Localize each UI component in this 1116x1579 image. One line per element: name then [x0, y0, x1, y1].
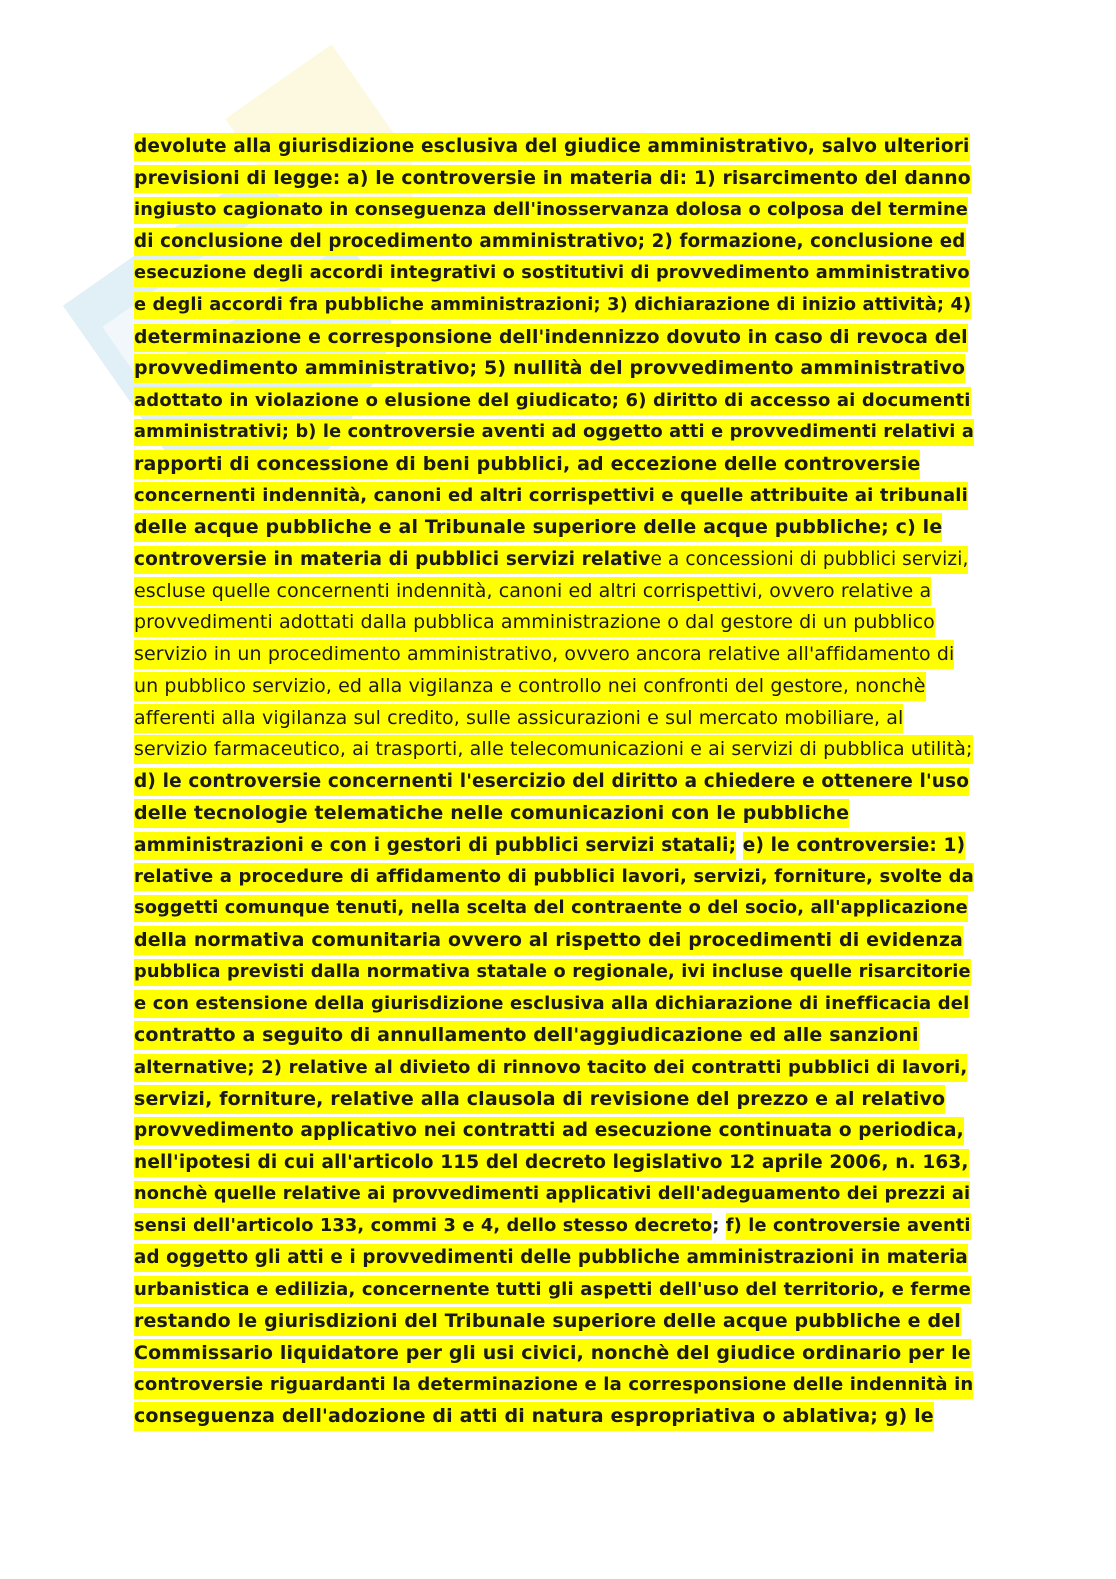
- highlighted-text: della normativa comunitaria ovvero al rispetto dei procedimenti di evidenza: [134, 926, 963, 955]
- highlighted-text: di conclusione del procedimento amministrativo; 2) formazione, conclusione ed: [134, 228, 966, 256]
- text-line: [134, 1084, 974, 1116]
- text-line: [134, 353, 974, 385]
- highlighted-text: sensi dell'articolo 133, commi 3 e 4, dello stesso decreto: [134, 1213, 712, 1240]
- highlighted-text: soggetti comunque tenuti, nella scelta del contraente o del socio, all'applicazione: [134, 895, 968, 922]
- text-line: [134, 830, 974, 862]
- plain-text: [736, 832, 743, 860]
- highlighted-text: e degli accordi fra pubbliche amministrazioni; 3) dichiarazione di inizio attività; 4): [134, 292, 971, 319]
- highlighted-text: amministrativi; b) le controversie aventi ad oggetto atti e provvedimenti relativi a: [134, 419, 974, 446]
- text-line: [134, 512, 974, 544]
- text-line: [134, 893, 974, 925]
- text-line: [134, 1115, 974, 1147]
- highlighted-text: servizio farmaceutico, ai trasporti, alle telecomunicazioni e ai servizi di pubblica utilità;: [134, 735, 973, 764]
- text-line: [134, 703, 974, 735]
- highlighted-text: afferenti alla vigilanza sul credito, sulle assicurazioni e sul mercato mobiliare, al: [134, 704, 903, 733]
- text-line: [134, 1274, 974, 1306]
- highlighted-text: d) le controversie concernenti l'esercizio del diritto a chiedere e ottenere l'uso: [134, 768, 969, 796]
- highlighted-text: rapporti di concessione di beni pubblici, ad eccezione delle controversie: [134, 450, 920, 479]
- highlighted-text: f) le controversie aventi: [726, 1213, 971, 1240]
- highlighted-text: ad oggetto gli atti e i provvedimenti delle pubbliche amministrazioni in materia: [134, 1244, 968, 1272]
- text-line: [134, 258, 974, 290]
- highlighted-text: devolute alla giurisdizione esclusiva del giudice amministrativo, salvo ulteriori: [134, 133, 970, 161]
- plain-text: ;: [712, 1215, 726, 1236]
- document-body: [134, 131, 974, 1433]
- text-line: [134, 988, 974, 1020]
- highlighted-text: alternative; 2) relative al divieto di rinnovo tacito dei contratti pubblici di lavori,: [134, 1054, 967, 1082]
- highlighted-text: restando le giurisdizioni del Tribunale superiore delle acque pubbliche e del: [134, 1307, 961, 1336]
- highlighted-text: e) le controversie: 1): [743, 832, 965, 860]
- text-line: [134, 544, 974, 576]
- text-line: [134, 766, 974, 798]
- text-line: [134, 385, 974, 417]
- highlighted-text: contratto a seguito di annullamento dell'aggiudicazione ed alle sanzioni: [134, 1021, 919, 1050]
- text-line: [134, 639, 974, 671]
- text-line: [134, 957, 974, 989]
- highlighted-text: nonchè quelle relative ai provvedimenti applicativi dell'adeguamento dei prezzi ai: [134, 1181, 970, 1208]
- text-line: [134, 734, 974, 766]
- highlighted-text: pubblica previsti dalla normativa statale o regionale, ivi incluse quelle risarcitorie: [134, 959, 971, 986]
- text-line: [134, 417, 974, 449]
- highlighted-text: ingiusto cagionato in conseguenza dell'inosservanza dolosa o colposa del termine: [134, 197, 968, 224]
- text-line: [134, 1147, 974, 1179]
- highlighted-text: concernenti indennità, canoni ed altri corrispettivi e quelle attribuite ai tribunali: [134, 482, 968, 510]
- text-line: [134, 195, 974, 227]
- text-line: [134, 131, 974, 163]
- highlighted-text: previsioni di legge: a) le controversie in materia di: 1) risarcimento del danno: [134, 165, 971, 193]
- highlighted-text: delle tecnologie telematiche nelle comunicazioni con le pubbliche: [134, 799, 849, 828]
- highlighted-text: amministrazioni e con i gestori di pubblici servizi statali;: [134, 832, 736, 860]
- highlighted-text: e a concessioni di pubblici servizi,: [650, 546, 968, 574]
- text-line: [134, 163, 974, 195]
- text-line: [134, 1211, 974, 1243]
- highlighted-text: escluse quelle concernenti indennità, canoni ed altri corrispettivi, ovvero relative a: [134, 577, 931, 606]
- text-line: [134, 607, 974, 639]
- text-line: [134, 1306, 974, 1338]
- highlighted-text: servizio in un procedimento amministrativo, ovvero ancora relative all'affidamento di: [134, 640, 954, 669]
- highlighted-text: provvedimento applicativo nei contratti ad esecuzione continuata o periodica,: [134, 1117, 964, 1145]
- text-line: [134, 480, 974, 512]
- text-line: [134, 226, 974, 258]
- highlighted-text: urbanistica e edilizia, concernente tutti gli aspetti dell'uso del territorio, e ferme: [134, 1276, 971, 1304]
- highlighted-text: esecuzione degli accordi integrativi o sostitutivi di provvedimento amministrativo: [134, 260, 970, 287]
- text-line: [134, 1242, 974, 1274]
- text-line: [134, 1052, 974, 1084]
- highlighted-text: conseguenza dell'adozione di atti di natura espropriativa o ablativa; g) le: [134, 1402, 934, 1431]
- text-line: [134, 1338, 974, 1370]
- text-line: [134, 322, 974, 354]
- text-line: [134, 1020, 974, 1052]
- highlighted-text: controversie in materia di pubblici servizi relativ: [134, 546, 650, 574]
- text-line: [134, 576, 974, 608]
- highlighted-text: controversie riguardanti la determinazione e la corresponsione delle indennità in: [134, 1371, 973, 1399]
- highlighted-text: adottato in violazione o elusione del giudicato; 6) diritto di accesso ai documenti: [134, 387, 971, 415]
- text-line: [134, 1369, 974, 1401]
- text-line: [134, 449, 974, 481]
- highlighted-text: relative a procedure di affidamento di pubblici lavori, servizi, forniture, svolte da: [134, 863, 974, 891]
- highlighted-text: un pubblico servizio, ed alla vigilanza e controllo nei confronti del gestore, nonchè: [134, 672, 926, 701]
- text-line: [134, 290, 974, 322]
- text-line: [134, 861, 974, 893]
- highlighted-text: provvedimenti adottati dalla pubblica amministrazione o dal gestore di un pubblico: [134, 608, 935, 637]
- text-line: [134, 798, 974, 830]
- highlighted-text: Commissario liquidatore per gli usi civici, nonchè del giudice ordinario per le: [134, 1339, 971, 1368]
- highlighted-text: e con estensione della giurisdizione esclusiva alla dichiarazione di inefficacia del: [134, 990, 969, 1018]
- text-line: [134, 925, 974, 957]
- text-line: [134, 1401, 974, 1433]
- text-line: [134, 671, 974, 703]
- highlighted-text: provvedimento amministrativo; 5) nullità del provvedimento amministrativo: [134, 354, 965, 383]
- highlighted-text: determinazione e corresponsione dell'indennizzo dovuto in caso di revoca del: [134, 324, 968, 352]
- highlighted-text: servizi, forniture, relative alla clausola di revisione del prezzo e al relativo: [134, 1085, 945, 1114]
- highlighted-text: delle acque pubbliche e al Tribunale superiore delle acque pubbliche; c) le: [134, 513, 942, 542]
- text-line: [134, 1179, 974, 1211]
- highlighted-text: nell'ipotesi di cui all'articolo 115 del decreto legislativo 12 aprile 2006, n. 163,: [134, 1149, 969, 1177]
